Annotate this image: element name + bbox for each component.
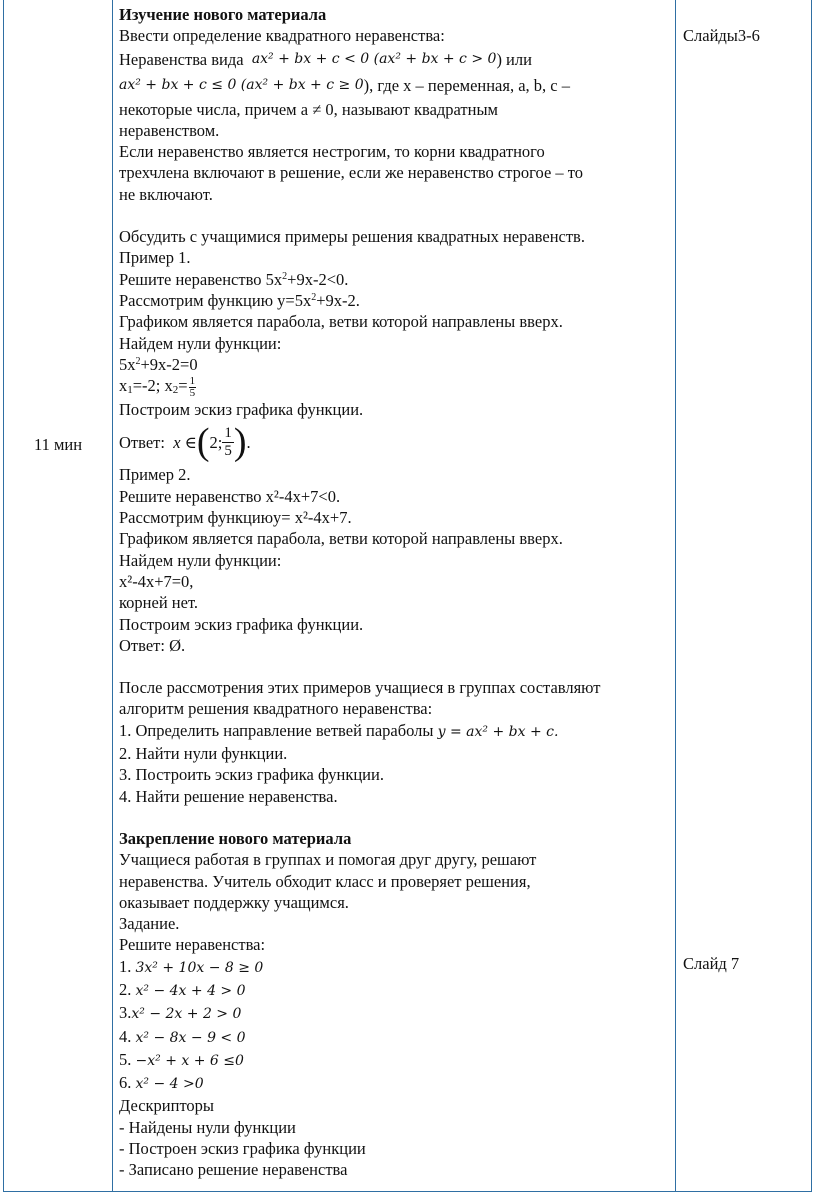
section-title-new-material: Изучение нового материала — [119, 5, 327, 24]
example2-equation: x²-4x+7=0, — [119, 571, 194, 591]
example1-graph: Графиком является парабола, ветви которой направлены вверх. — [119, 312, 563, 332]
nonstrict-line-3: не включают. — [119, 184, 213, 204]
example2-noroots: корней нет. — [119, 593, 199, 613]
formula-ge: ax² + bx + c ≥ 0 — [246, 76, 364, 93]
column-divider-1 — [112, 0, 113, 1192]
algorithm-step-4: 4. Найти решение неравенства. — [119, 786, 338, 806]
algorithm-step-3: 3. Построить эскиз графика функции. — [119, 765, 384, 785]
example2-function: Рассмотрим функциюy= x²-4x+7. — [119, 508, 352, 528]
example2-answer: Ответ: Ø. — [119, 635, 186, 655]
definition-line-3: некоторые числа, причем a ≠ 0, называют квадратным — [119, 99, 499, 119]
example2-label: Пример 2. — [119, 465, 191, 485]
formula-le: ax² + bx + c ≤ 0 ( — [119, 76, 247, 93]
descriptor-2: - Построен эскиз графика функции — [119, 1139, 366, 1159]
example1-task: Решите неравенство $5x^2+9x-2<0$. — [119, 269, 349, 289]
discuss-text: Обсудить с учащимися примеры решения квадратных неравенств. — [119, 227, 585, 247]
example1-label: Пример 1. — [119, 248, 191, 268]
formula-gt: ax² + bx + c > 0 — [379, 50, 497, 67]
example2-graph: Графиком является парабола, ветви которой направлены вверх. — [119, 529, 563, 549]
exercise-5: 5. −x² + x + 6 ≤0 — [119, 1049, 244, 1069]
reinforcement-text-2: неравенства. Учитель обходит класс и проверяет решения, — [119, 871, 531, 891]
definition-line-4: неравенством. — [119, 120, 220, 140]
reinforcement-text-1: Учащиеся работая в группах и помогая друг другу, решают — [119, 850, 537, 870]
example1-roots: $x_1=-2$; $x_2=$ $\frac{1}{5}$ — [119, 374, 196, 399]
algorithm-step-2: 2. Найти нули функции. — [119, 744, 288, 764]
algorithm-intro-1: После рассмотрения этих примеров учащиеся в группах составляют — [119, 678, 601, 698]
answer-fraction: $\frac{1}{5}$ — [224, 424, 232, 459]
example1-sketch: Построим эскиз графика функции. — [119, 400, 364, 420]
definition-line-1: Неравенства вида ax² + bx + c < 0 ( ax² + bx + c > 0 ) или — [119, 49, 532, 69]
lesson-content — [119, 4, 674, 1181]
descriptors-label: Дескрипторы — [119, 1096, 215, 1116]
section-title-reinforcement: Закрепление нового материала — [119, 828, 352, 848]
root-fraction: $\frac{1}{5}$ — [189, 374, 196, 399]
slides-cell-1: Слайды3-6 — [683, 26, 760, 45]
exercise-4: 4. x² − 8x − 9 < 0 — [119, 1026, 246, 1046]
column-divider-2 — [675, 0, 676, 1192]
exercise-3: 3.x² − 2x + 2 > 0 — [119, 1003, 242, 1023]
example1-answer: Ответ: x ∈ ( 2; $\frac{1}{5}$ ) . — [119, 421, 251, 464]
task-label: Задание. — [119, 914, 180, 934]
descriptor-3: - Записано решение неравенства — [119, 1160, 348, 1180]
example2-sketch: Построим эскиз графика функции. — [119, 614, 364, 634]
example1-function: Рассмотрим функцию $y=5x^2+9x-2$. — [119, 290, 360, 310]
descriptor-1: - Найдены нули функции — [119, 1117, 296, 1137]
exercise-1: 1. 3x² + 10x − 8 ≥ 0 — [119, 956, 264, 976]
solve-label: Решите неравенства: — [119, 935, 266, 955]
example1-equation: $5x^2+9x-2=0$ — [119, 354, 198, 374]
exercise-6: 6. x² − 4 >0 — [119, 1073, 204, 1093]
definition-line-2: ax² + bx + c ≤ 0 ( ax² + bx + c ≥ 0 ), где x – переменная, a, b, c – — [119, 75, 570, 95]
exercise-2: 2. x² − 4x + 4 > 0 — [119, 979, 246, 999]
formula-lt: ax² + bx + c < 0 ( — [251, 50, 380, 67]
algorithm-step-1: 1. Определить направление ветвей параболы y = ax² + bx + c. — [119, 720, 559, 740]
nonstrict-line-2: трехчлена включают в решение, если же неравенство строгое – то — [119, 163, 584, 183]
reinforcement-text-3: оказывает поддержку учащимся. — [119, 892, 349, 912]
time-cell: 11 мин — [33, 435, 83, 454]
example1-zeros: Найдем нули функции: — [119, 333, 282, 353]
example2-task: Решите неравенство x²-4x+7<0. — [119, 486, 341, 506]
algorithm-intro-2: алгоритм решения квадратного неравенства: — [119, 699, 433, 719]
intro-text: Ввести определение квадратного неравенства: — [119, 26, 445, 46]
slides-cell-2: Слайд 7 — [683, 954, 740, 973]
example2-zeros: Найдем нули функции: — [119, 550, 282, 570]
nonstrict-line-1: Если неравенство является нестрогим, то корни квадратного — [119, 142, 545, 162]
